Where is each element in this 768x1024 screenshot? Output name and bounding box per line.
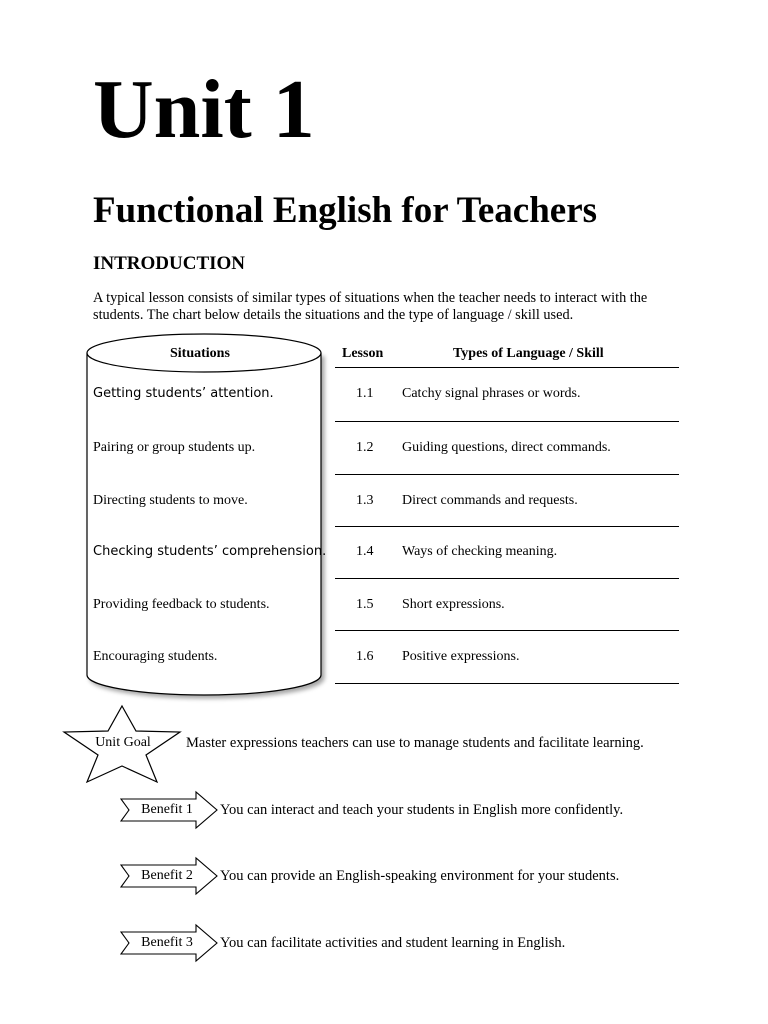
table-rule [335,683,679,684]
table-rule [335,367,679,368]
lesson-cell: 1.5 [356,597,374,612]
table-rule [335,578,679,579]
type-cell: Guiding questions, direct commands. [402,440,611,455]
unit-goal-text: Master expressions teachers can use to manage students and facilitate learning. [186,735,644,751]
benefit-text: You can interact and teach your students in English more confidently. [220,802,624,818]
type-cell: Ways of checking meaning. [402,544,558,559]
header-situations: Situations [170,346,230,361]
situation-cell: Directing students to move. [93,493,248,508]
section-heading: INTRODUCTION [93,253,246,274]
situation-cell: Encouraging students. [93,649,218,664]
type-cell: Short expressions. [402,597,505,612]
table-rule [335,474,679,475]
header-types: Types of Language / Skill [453,346,604,361]
type-cell: Direct commands and requests. [402,493,578,508]
type-cell: Catchy signal phrases or words. [402,386,581,401]
lesson-cell: 1.1 [356,386,374,401]
benefit-label: Benefit 2 [141,868,193,883]
unit-title: Unit 1 [93,63,315,156]
table-rule [335,630,679,631]
unit-goal-label: Unit Goal [95,735,151,750]
lesson-cell: 1.2 [356,440,374,455]
type-cell: Positive expressions. [402,649,520,664]
lesson-cell: 1.6 [356,649,374,664]
table-rule [335,526,679,527]
lesson-cell: 1.4 [356,544,374,559]
lesson-cell: 1.3 [356,493,374,508]
benefit-label: Benefit 1 [141,802,193,817]
benefit-text: You can facilitate activities and student learning in English. [220,935,566,951]
situation-cell: Checking students’ comprehension. [93,544,327,559]
header-lesson: Lesson [342,346,384,361]
situation-cell: Providing feedback to students. [93,597,270,612]
situation-cell: Getting students’ attention. [93,386,274,401]
benefit-label: Benefit 3 [141,935,193,950]
table-rule [335,421,679,422]
intro-paragraph: A typical lesson consists of similar types of situations when the teacher needs to interact with the students. The chart below details the situations and the type of language / skill used. [93,290,648,323]
benefit-text: You can provide an English-speaking environment for your students. [220,868,620,884]
situation-cell: Pairing or group students up. [93,440,256,455]
unit-subtitle: Functional English for Teachers [93,190,598,231]
